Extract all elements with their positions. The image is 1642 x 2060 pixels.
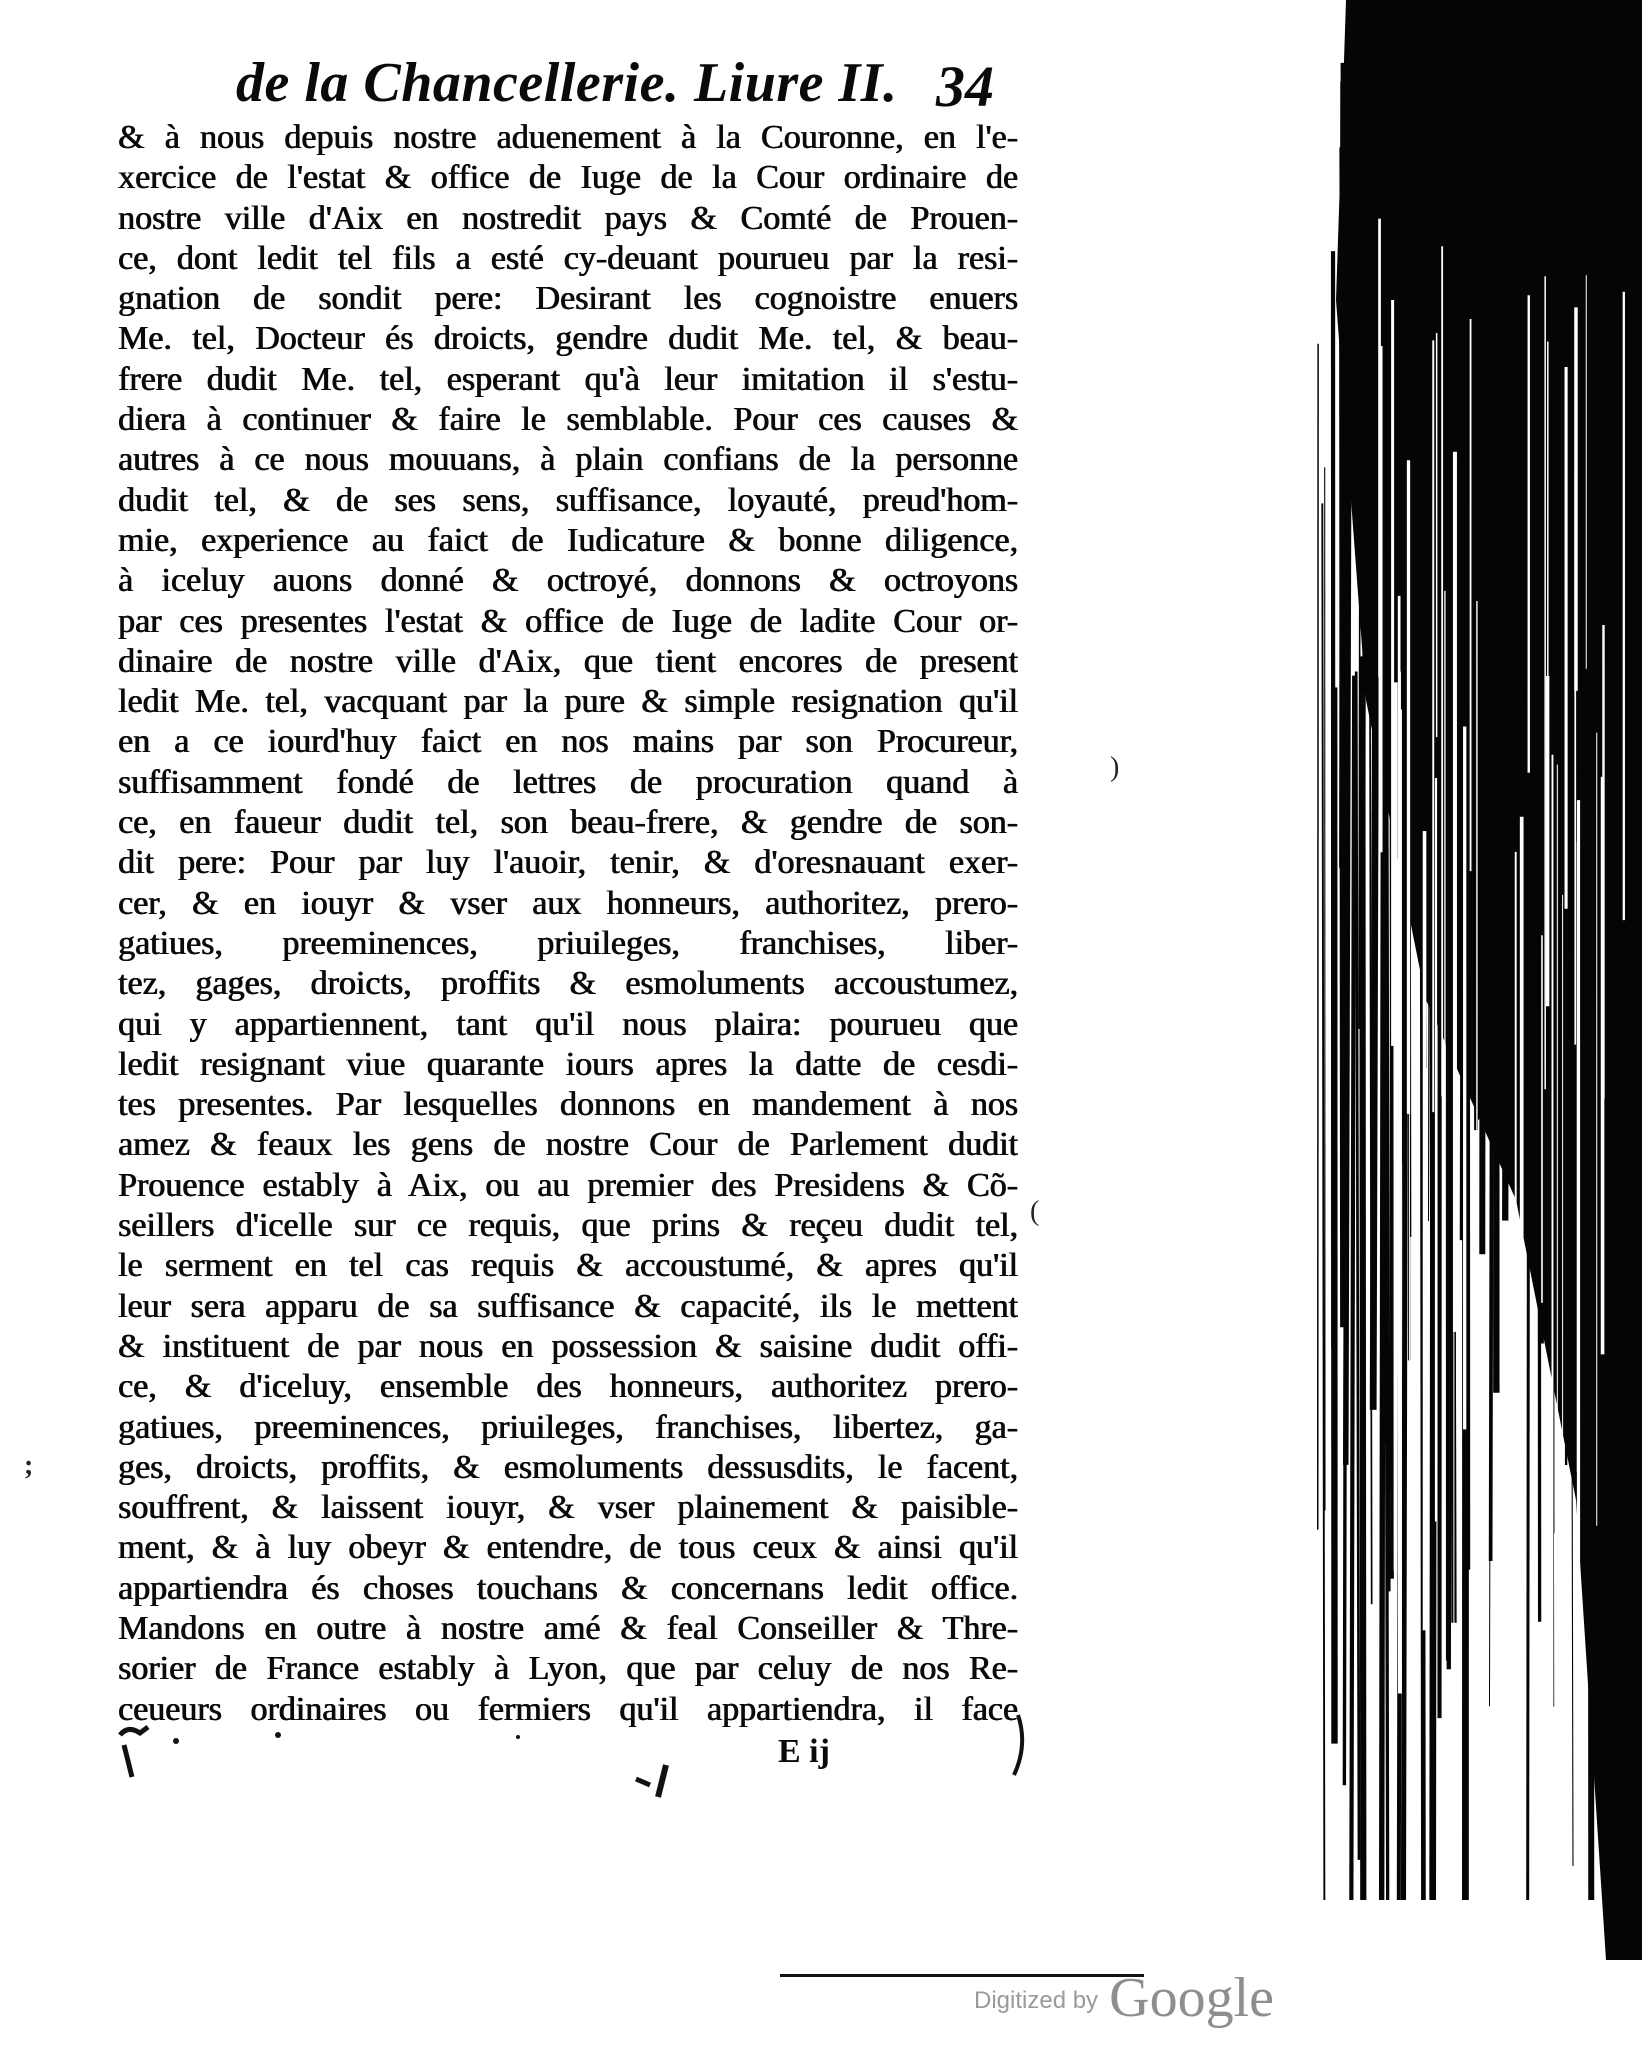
text-line: ledit Me. tel, vacquant par la pure & simple resignation qu'il bbox=[118, 683, 1018, 721]
text-line: dit pere: Pour par luy l'auoir, tenir, & d'oresnauant exer- bbox=[118, 844, 1018, 882]
text-line: dinaire de nostre ville d'Aix, que tient encores de present bbox=[118, 642, 1018, 680]
text-line: mie, experience au faict de Iudicature & bonne diligence, bbox=[118, 521, 1018, 559]
body-text bbox=[118, 118, 1018, 1738]
margin-mark: ) bbox=[1110, 752, 1120, 783]
page-number: 34 bbox=[936, 54, 994, 119]
text-line: souffrent, & laissent iouyr, & vser plainement & paisible- bbox=[118, 1489, 1018, 1527]
text-line: Prouence estably à Aix, ou au premier des Presidens & Cõ- bbox=[118, 1166, 1018, 1204]
watermark-brand: Google bbox=[1109, 1967, 1275, 2029]
printer-marks bbox=[118, 1705, 1038, 1805]
running-title: de la Chancellerie. Liure II. bbox=[236, 52, 898, 114]
text-line: ment, & à luy obeyr & entendre, de tous ceux & ainsi qu'il bbox=[118, 1529, 1018, 1567]
text-line: xercice de l'estat & office de Iuge de la Cour ordinaire de bbox=[118, 159, 1018, 197]
text-line: ce, dont ledit tel fils a esté cy-deuant pourueu par la resi- bbox=[118, 239, 1018, 277]
margin-mark: ; bbox=[24, 1450, 34, 1481]
text-line: le serment en tel cas requis & accoustumé, & apres qu'il bbox=[118, 1247, 1018, 1285]
text-line: & instituent de par nous en possession & saisine dudit offi- bbox=[118, 1327, 1018, 1365]
text-line: cer, & en iouyr & vser aux honneurs, authoritez, prero- bbox=[118, 884, 1018, 922]
watermark-prefix: Digitized by bbox=[974, 1987, 1099, 2014]
text-line: amez & feaux les gens de nostre Cour de Parlement dudit bbox=[118, 1126, 1018, 1164]
text-line: seillers d'icelle sur ce requis, que prins & reçeu dudit tel, bbox=[118, 1207, 1018, 1245]
text-line: leur sera apparu de sa suffisance & capacité, ils le mettent bbox=[118, 1287, 1018, 1325]
text-line: ce, & d'iceluy, ensemble des honneurs, authoritez prero- bbox=[118, 1368, 1018, 1406]
text-line: & à nous depuis nostre aduenement à la Couronne, en l'e- bbox=[118, 119, 1018, 156]
text-line: autres à ce nous mouuans, à plain confians de la personne bbox=[118, 441, 1018, 479]
text-line: frere dudit Me. tel, esperant qu'à leur imitation il s'estu- bbox=[118, 360, 1018, 398]
text-line: suffisamment fondé de lettres de procuration quand à bbox=[118, 763, 1018, 801]
text-line: par ces presentes l'estat & office de Iuge de ladite Cour or- bbox=[118, 602, 1018, 640]
signature-mark: E ij bbox=[778, 1733, 830, 1770]
text-line: tez, gages, droicts, proffits & esmoluments accoustumez, bbox=[118, 965, 1018, 1003]
text-line: gatiues, preeminences, priuileges, franchises, libertez, ga- bbox=[118, 1408, 1018, 1446]
text-line: Me. tel, Docteur és droicts, gendre dudit Me. tel, & beau- bbox=[118, 320, 1018, 358]
text-line: ledit resignant viue quarante iours apres la datte de cesdi- bbox=[118, 1045, 1018, 1083]
text-line: nostre ville d'Aix en nostredit pays & Comté de Prouen- bbox=[118, 199, 1018, 237]
text-line: qui y appartiennent, tant qu'il nous plaira: pourueu que bbox=[118, 1005, 1018, 1043]
digitization-watermark bbox=[974, 1966, 1424, 2036]
text-line: en a ce iourd'huy faict en nos mains par son Procureur, bbox=[118, 723, 1018, 761]
text-line: gatiues, preeminences, priuileges, franchises, liber- bbox=[118, 924, 1018, 962]
text-line: ceueurs ordinaires ou fermiers qu'il appartiendra, il face bbox=[118, 1690, 1018, 1728]
text-line: Mandons en outre à nostre amé & feal Conseiller & Thre- bbox=[118, 1609, 1018, 1647]
text-line: ges, droicts, proffits, & esmoluments dessusdits, le facent, bbox=[118, 1448, 1018, 1486]
text-line: à iceluy auons donné & octroyé, donnons & octroyons bbox=[118, 562, 1018, 600]
text-line: gnation de sondit pere: Desirant les cognoistre enuers bbox=[118, 280, 1018, 318]
page-edge-bleed-through bbox=[1276, 0, 1642, 1960]
text-line: sorier de France estably à Lyon, que par celuy de nos Re- bbox=[118, 1650, 1018, 1688]
text-line: appartiendra és choses touchans & concernans ledit office. bbox=[118, 1569, 1018, 1607]
margin-mark: ( bbox=[1030, 1196, 1040, 1227]
text-line: dudit tel, & de ses sens, suffisance, loyauté, preud'hom- bbox=[118, 481, 1018, 519]
text-line: diera à continuer & faire le semblable. Pour ces causes & bbox=[118, 401, 1018, 439]
text-line: tes presentes. Par lesquelles donnons en mandement à nos bbox=[118, 1086, 1018, 1124]
text-line: ce, en faueur dudit tel, son beau-frere, & gendre de son- bbox=[118, 804, 1018, 842]
